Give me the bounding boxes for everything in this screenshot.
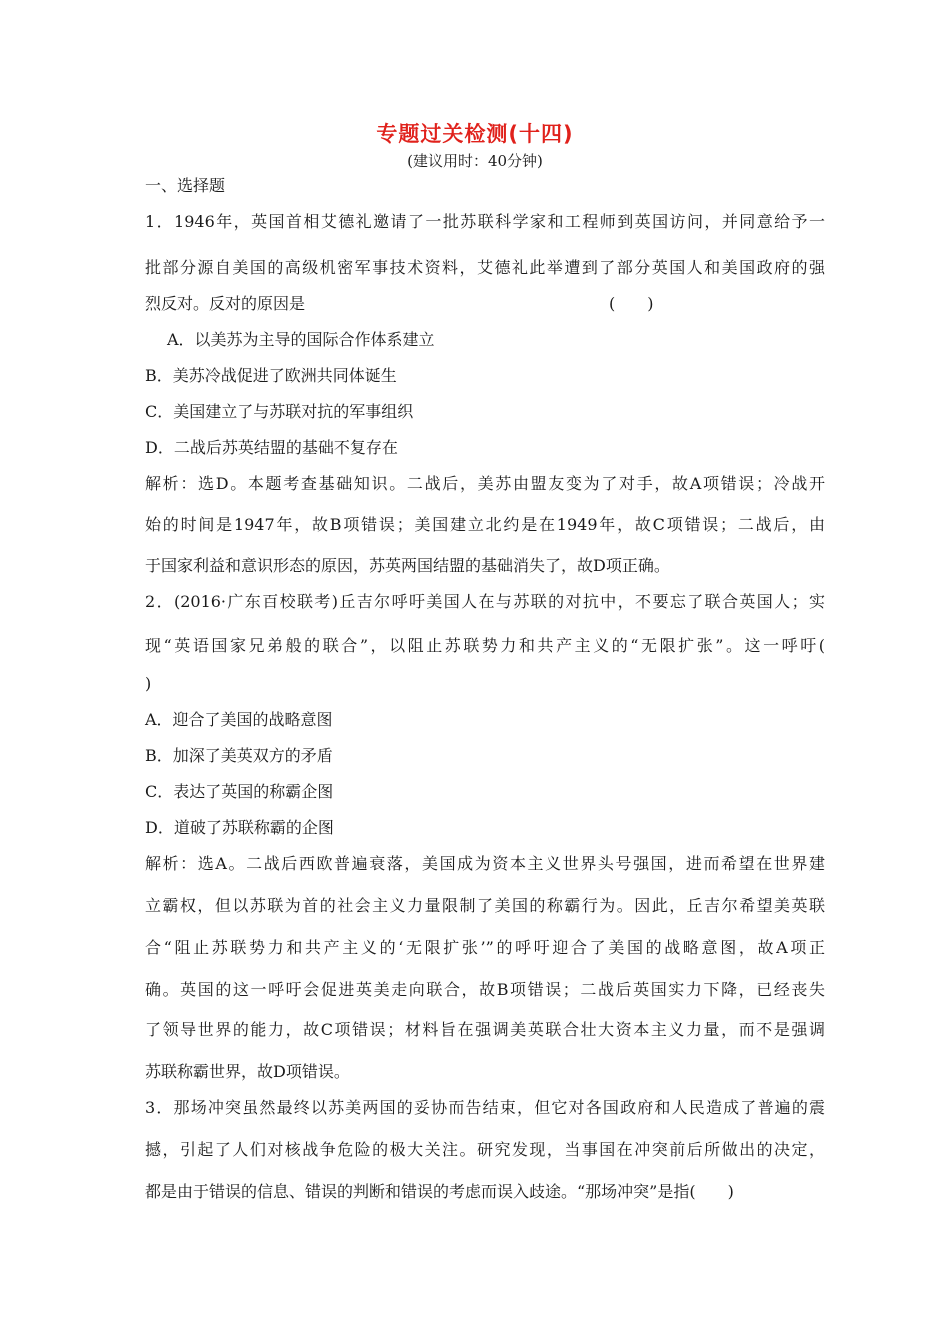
q2-analysis-line: 解析：选A。二战后西欧普遍衰落，美国成为资本主义世界头号强国，进而希望在世界建 xyxy=(145,854,825,873)
q3-stem-line: 都是由于错误的信息、错误的判断和错误的考虑而误入歧途。“那场冲突”是指( ) xyxy=(145,1182,734,1201)
q2-stem-line: ) xyxy=(145,674,152,693)
q1-stem-line: 1．1946年，英国首相艾德礼邀请了一批苏联科学家和工程师到英国访问，并同意给予一 xyxy=(145,212,825,231)
q2-option-c: C．表达了英国的称霸企图 xyxy=(145,782,334,801)
q1-analysis-line: 解析：选D。本题考查基础知识。二战后，美苏由盟友变为了对手，故A项错误；冷战开 xyxy=(145,474,825,493)
q3-stem-line: 3．那场冲突虽然最终以苏美两国的妥协而告结束，但它对各国政府和人民造成了普遍的震 xyxy=(145,1098,825,1117)
q1-stem-line: 烈反对。反对的原因是 ( ) xyxy=(145,294,654,313)
section-heading: 一、选择题 xyxy=(145,176,226,195)
q1-stem-line: 批部分源自美国的高级机密军事技术资料，艾德礼此举遭到了部分英国人和美国政府的强 xyxy=(145,258,825,277)
page-subtitle: (建议用时：40分钟) xyxy=(407,152,543,170)
q2-option-d: D．道破了苏联称霸的企图 xyxy=(145,818,334,837)
q2-option-b: B．加深了美英双方的矛盾 xyxy=(145,746,333,765)
q3-stem-line: 撼，引起了人们对核战争危险的极大关注。研究发现，当事国在冲突前后所做出的决定， xyxy=(145,1140,825,1159)
q2-analysis-line: 立霸权，但以苏联为首的社会主义力量限制了美国的称霸行为。因此，丘吉尔希望美英联 xyxy=(145,896,825,915)
q1-analysis-line: 始的时间是1947年，故B项错误；美国建立北约是在1949年，故C项错误；二战后，由 xyxy=(145,515,825,534)
q2-analysis-line: 了领导世界的能力，故C项错误；材料旨在强调美英联合壮大资本主义力量，而不是强调 xyxy=(145,1020,825,1039)
q1-option-b: B．美苏冷战促进了欧洲共同体诞生 xyxy=(145,366,397,385)
q1-option-c: C．美国建立了与苏联对抗的军事组织 xyxy=(145,402,414,421)
q2-stem-line: 现“英语国家兄弟般的联合”，以阻止苏联势力和共产主义的“无限扩张”。这一呼吁( xyxy=(145,636,825,655)
q2-analysis-line: 确。英国的这一呼吁会促进英美走向联合，故B项错误；二战后英国实力下降，已经丧失 xyxy=(145,980,825,999)
q2-option-a: A．迎合了美国的战略意图 xyxy=(145,710,333,729)
q1-option-a: A．以美苏为主导的国际合作体系建立 xyxy=(167,330,435,349)
page-title: 专题过关检测(十四) xyxy=(376,122,574,146)
q2-stem-line: 2．(2016·广东百校联考)丘吉尔呼吁美国人在与苏联的对抗中，不要忘了联合英国人；实 xyxy=(145,592,825,611)
q1-option-d: D．二战后苏英结盟的基础不复存在 xyxy=(145,438,398,457)
q2-analysis-line: 苏联称霸世界，故D项错误。 xyxy=(145,1062,350,1081)
q1-analysis-line: 于国家利益和意识形态的原因，苏英两国结盟的基础消失了，故D项正确。 xyxy=(145,556,670,575)
q2-analysis-line: 合“阻止苏联势力和共产主义的‘无限扩张’”的呼吁迎合了美国的战略意图，故A项正 xyxy=(145,938,825,957)
